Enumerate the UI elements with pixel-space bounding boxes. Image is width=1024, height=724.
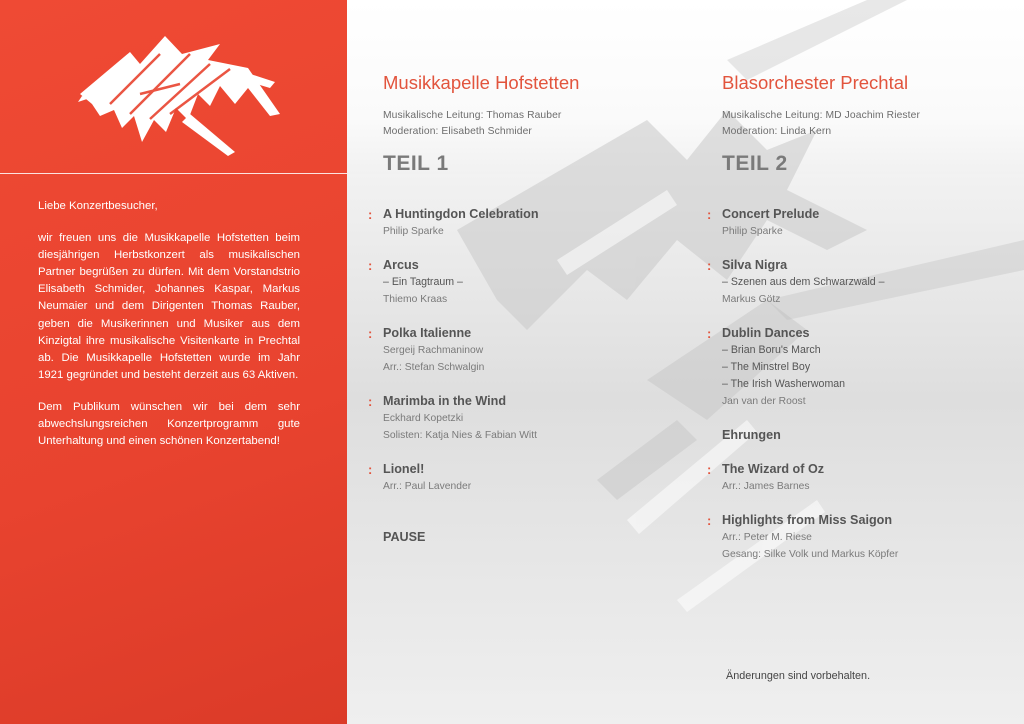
left-red-panel xyxy=(0,0,347,724)
leadership-info-1 xyxy=(383,108,561,140)
piece-arranger: Arr.: James Barnes xyxy=(722,481,810,492)
colon-bullet-icon: : xyxy=(368,394,373,409)
piece-subtitle: – Szenen aus dem Schwarzwald – xyxy=(722,276,885,288)
program-item xyxy=(368,206,683,240)
program-item xyxy=(707,461,1012,495)
program-item xyxy=(707,206,1012,240)
colon-bullet-icon: : xyxy=(707,258,712,273)
changes-reserved-note: Änderungen sind vorbehalten. xyxy=(726,670,871,682)
piece-title: Polka Italienne xyxy=(383,326,472,340)
colon-bullet-icon: : xyxy=(707,326,712,341)
piece-subtitle: – Ein Tagtraum – xyxy=(383,276,463,288)
piece-title: The Wizard of Oz xyxy=(722,462,825,476)
program-item xyxy=(707,257,1012,308)
colon-bullet-icon: : xyxy=(368,462,373,477)
piece-composer: Philip Sparke xyxy=(722,226,783,237)
piece-composer: Jan van der Roost xyxy=(722,396,806,407)
program-item xyxy=(707,512,1012,563)
program-item xyxy=(368,461,683,495)
part-2-heading: TEIL 2 xyxy=(722,152,788,175)
program-item xyxy=(707,325,1012,410)
piece-singers: Gesang: Silke Volk und Markus Köpfer xyxy=(722,549,899,560)
piece-title: Lionel! xyxy=(383,462,425,476)
colon-bullet-icon: : xyxy=(368,207,373,222)
piece-title: Highlights from Miss Saigon xyxy=(722,513,893,527)
leadership-info-2 xyxy=(722,108,920,140)
moderation-2: Moderation: Linda Kern xyxy=(722,126,832,137)
piece-composer: Sergeij Rachmaninow xyxy=(383,345,484,356)
piece-arranger: Arr.: Paul Lavender xyxy=(383,481,472,492)
piece-title: Arcus xyxy=(383,258,419,272)
piece-subtitle: – The Irish Washerwoman xyxy=(722,378,846,390)
colon-bullet-icon: : xyxy=(707,207,712,222)
colon-bullet-icon: : xyxy=(368,326,373,341)
piece-soloists: Solisten: Katja Nies & Fabian Witt xyxy=(383,430,537,441)
colon-bullet-icon: : xyxy=(707,462,712,477)
part-2-program-list xyxy=(707,206,1012,580)
piece-composer: Philip Sparke xyxy=(383,226,444,237)
mountain-brush-logo-icon xyxy=(70,24,290,164)
piece-arranger: Arr.: Stefan Schwalgin xyxy=(383,362,485,373)
letter-greeting: Liebe Konzertbesucher, xyxy=(38,200,158,212)
letter-paragraph-1: wir freuen uns die Musikkapelle Hofstetten beim diesjährigen Herbstkonzert als musikalischen Partner begrüßen zu dürfen. Mit dem Vorstandstrio Elisabeth Schmider, Johannes Kaspar, Markus Neumaier und dem Dirigenten Thomas Rauber, geben die Musikerinnen und Musiker aus dem Kinzigtal ihre musikalische Visitenkarte in Prechtal ab. Die Musikkapelle Hofstetten wurde im Jahr 1921 gegründet und besteht derzeit aus 63 Aktiven. xyxy=(38,232,300,381)
piece-arranger: Arr.: Peter M. Riese xyxy=(722,532,812,543)
piece-subtitle: – Brian Boru's March xyxy=(722,344,821,356)
colon-bullet-icon: : xyxy=(368,258,373,273)
conductor-1: Musikalische Leitung: Thomas Rauber xyxy=(383,110,562,121)
program-item xyxy=(368,257,683,308)
conductor-2: Musikalische Leitung: MD Joachim Riester xyxy=(722,110,920,121)
welcome-letter xyxy=(38,198,300,465)
piece-composer: Markus Götz xyxy=(722,294,781,305)
honors-label: Ehrungen xyxy=(722,428,781,442)
colon-bullet-icon: : xyxy=(707,513,712,528)
program-item xyxy=(368,325,683,376)
part-1-program-list xyxy=(368,206,683,563)
piece-title: Silva Nigra xyxy=(722,258,788,272)
piece-subtitle: – The Minstrel Boy xyxy=(722,361,811,373)
part-1-heading: TEIL 1 xyxy=(383,152,449,175)
letter-paragraph-2: Dem Publikum wünschen wir bei dem sehr abwechslungsreichen Konzertprogramm gute Unterhaltung und einen schönen Konzertabend! xyxy=(38,400,300,448)
orchestra-name-2: Blasorchester Prechtal xyxy=(722,72,909,93)
piece-title: Concert Prelude xyxy=(722,207,820,221)
piece-composer: Eckhard Kopetzki xyxy=(383,413,464,424)
piece-title: A Huntingdon Celebration xyxy=(383,207,539,221)
moderation-1: Moderation: Elisabeth Schmider xyxy=(383,126,532,137)
orchestra-name-1: Musikkapelle Hofstetten xyxy=(383,72,580,93)
piece-title: Marimba in the Wind xyxy=(383,394,507,408)
pause-label: PAUSE xyxy=(383,530,426,544)
piece-title: Dublin Dances xyxy=(722,326,810,340)
piece-composer: Thiemo Kraas xyxy=(383,294,448,305)
program-item xyxy=(368,393,683,444)
left-panel-divider xyxy=(0,173,347,174)
